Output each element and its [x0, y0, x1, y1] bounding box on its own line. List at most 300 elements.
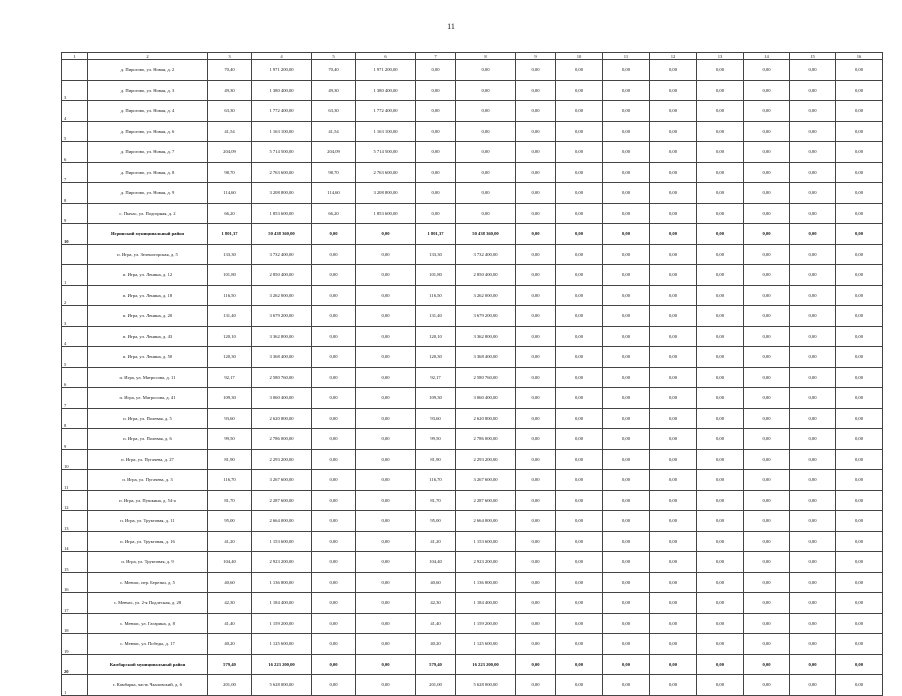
value-cell-col-3: 120,10 [208, 326, 252, 347]
row-number: 11 [62, 470, 88, 491]
value-cell-col-16: 0,00 [836, 511, 883, 532]
value-cell-col-9: 0,00 [516, 531, 556, 552]
value-cell-col-6: 1 971 200,00 [356, 60, 416, 81]
address-cell: с. Пычас, ул. Подгорная, д. 2 [88, 203, 208, 224]
value-cell-col-15: 0,00 [790, 634, 836, 655]
address-cell: п. Игра, ул. Полевая, д. 5 [88, 408, 208, 429]
value-cell-col-10: 0,00 [556, 613, 603, 634]
value-cell-col-7: 120,30 [416, 347, 456, 368]
row-number: 19 [62, 634, 88, 655]
value-cell-col-4: 3 208 800,00 [252, 183, 312, 204]
table-row [62, 285, 883, 306]
column-header-10: 10 [556, 53, 603, 60]
value-cell-col-13: 0,00 [697, 60, 744, 81]
value-cell-col-8: 3 732 400,00 [456, 244, 516, 265]
value-cell-col-14: 0,00 [744, 408, 790, 429]
value-cell-col-14: 0,00 [744, 121, 790, 142]
value-cell-col-5: 0,00 [312, 572, 356, 593]
value-cell-col-12: 0,00 [650, 388, 697, 409]
value-cell-col-8: 3 262 000,00 [456, 285, 516, 306]
value-cell-col-15: 0,00 [790, 490, 836, 511]
value-cell-col-7: 99,50 [416, 429, 456, 450]
value-cell-col-16: 0,00 [836, 80, 883, 101]
row-number: 9 [62, 203, 88, 224]
value-cell-col-4: 2 580 760,00 [252, 367, 312, 388]
value-cell-col-7: 95,00 [416, 511, 456, 532]
value-cell-col-3: 66,20 [208, 203, 252, 224]
value-cell-col-15: 0,00 [790, 224, 836, 245]
value-cell-col-10: 0,00 [556, 593, 603, 614]
value-cell-col-12: 0,00 [650, 162, 697, 183]
value-cell-col-4: 1 772 400,00 [252, 101, 312, 122]
value-cell-col-6: 0,00 [356, 490, 416, 511]
value-cell-col-7: 81,70 [416, 490, 456, 511]
value-cell-col-6: 1 380 400,00 [356, 80, 416, 101]
value-cell-col-14: 0,00 [744, 162, 790, 183]
value-cell-col-15: 0,00 [790, 142, 836, 163]
value-cell-col-10: 0,00 [556, 244, 603, 265]
value-cell-col-3: 42,30 [208, 593, 252, 614]
value-cell-col-9: 0,00 [516, 306, 556, 327]
address-cell: п. Игра, ул. Матросова, д. 11 [88, 367, 208, 388]
value-cell-col-6: 0,00 [356, 613, 416, 634]
table-row [62, 142, 883, 163]
value-cell-col-3: 579,40 [208, 654, 252, 675]
table-row [62, 265, 883, 286]
page-number: 11 [447, 22, 455, 31]
value-cell-col-11: 0,00 [603, 593, 650, 614]
value-cell-col-3: 109,30 [208, 388, 252, 409]
value-cell-col-4: 2 287 600,00 [252, 490, 312, 511]
value-cell-col-10: 0,00 [556, 490, 603, 511]
value-cell-col-7: 131,40 [416, 306, 456, 327]
value-cell-col-11: 0,00 [603, 285, 650, 306]
value-cell-col-13: 0,00 [697, 654, 744, 675]
value-cell-col-4: 1 136 800,00 [252, 572, 312, 593]
row-number: 1 [62, 675, 88, 696]
value-cell-col-6: 5 714 500,00 [356, 142, 416, 163]
value-cell-col-4: 3 679 200,00 [252, 306, 312, 327]
value-cell-col-9: 0,00 [516, 244, 556, 265]
value-cell-col-10: 0,00 [556, 162, 603, 183]
value-cell-col-7: 101,80 [416, 265, 456, 286]
value-cell-col-7: 0,00 [416, 162, 456, 183]
value-cell-col-8: 0,00 [456, 80, 516, 101]
value-cell-col-16: 0,00 [836, 326, 883, 347]
value-cell-col-16: 0,00 [836, 244, 883, 265]
value-cell-col-11: 0,00 [603, 367, 650, 388]
value-cell-col-15: 0,00 [790, 429, 836, 450]
value-cell-col-13: 0,00 [697, 572, 744, 593]
row-number: 3 [62, 80, 88, 101]
value-cell-col-15: 0,00 [790, 388, 836, 409]
district-name: Игринский муниципальный район [88, 224, 208, 245]
value-cell-col-8: 2 850 400,00 [456, 265, 516, 286]
value-cell-col-11: 0,00 [603, 470, 650, 491]
value-cell-col-13: 0,00 [697, 203, 744, 224]
value-cell-col-16: 0,00 [836, 306, 883, 327]
value-cell-col-11: 0,00 [603, 326, 650, 347]
value-cell-col-4: 1 153 600,00 [252, 531, 312, 552]
value-cell-col-5: 0,00 [312, 470, 356, 491]
value-cell-col-12: 0,00 [650, 203, 697, 224]
value-cell-col-10: 0,00 [556, 142, 603, 163]
value-cell-col-5: 0,00 [312, 285, 356, 306]
value-cell-col-16: 0,00 [836, 224, 883, 245]
value-cell-col-3: 70,40 [208, 60, 252, 81]
row-number: 10 [62, 449, 88, 470]
value-cell-col-14: 0,00 [744, 388, 790, 409]
address-cell: д. Пирогово, ул. Новая, д. 4 [88, 101, 208, 122]
table-row [62, 511, 883, 532]
value-cell-col-7: 40,20 [416, 634, 456, 655]
value-cell-col-5: 0,00 [312, 613, 356, 634]
value-cell-col-4: 1 853 600,00 [252, 203, 312, 224]
value-cell-col-6: 0,00 [356, 572, 416, 593]
address-cell: п. Игра, ул. Пушкина, д. 54-а [88, 490, 208, 511]
value-cell-col-16: 0,00 [836, 60, 883, 81]
value-cell-col-13: 0,00 [697, 388, 744, 409]
column-header-16: 16 [836, 53, 883, 60]
value-cell-col-16: 0,00 [836, 101, 883, 122]
value-cell-col-9: 0,00 [516, 490, 556, 511]
value-cell-col-3: 49,30 [208, 80, 252, 101]
column-header-12: 12 [650, 53, 697, 60]
value-cell-col-10: 0,00 [556, 511, 603, 532]
value-cell-col-12: 0,00 [650, 408, 697, 429]
value-cell-col-5: 63,30 [312, 101, 356, 122]
value-cell-col-14: 0,00 [744, 183, 790, 204]
address-cell: с. Мевчас, пер. Березки, д. 5 [88, 572, 208, 593]
value-cell-col-14: 0,00 [744, 60, 790, 81]
value-cell-col-11: 0,00 [603, 142, 650, 163]
value-cell-col-15: 0,00 [790, 675, 836, 696]
value-cell-col-12: 0,00 [650, 183, 697, 204]
value-cell-col-9: 0,00 [516, 326, 556, 347]
value-cell-col-15: 0,00 [790, 183, 836, 204]
value-cell-col-10: 0,00 [556, 408, 603, 429]
value-cell-col-6: 0,00 [356, 654, 416, 675]
column-header-15: 15 [790, 53, 836, 60]
value-cell-col-15: 0,00 [790, 572, 836, 593]
value-cell-col-13: 0,00 [697, 511, 744, 532]
column-header-6: 6 [356, 53, 416, 60]
value-cell-col-16: 0,00 [836, 121, 883, 142]
value-cell-col-14: 0,00 [744, 531, 790, 552]
value-cell-col-9: 0,00 [516, 80, 556, 101]
value-cell-col-6: 0,00 [356, 285, 416, 306]
value-cell-col-10: 0,00 [556, 326, 603, 347]
value-cell-col-9: 0,00 [516, 285, 556, 306]
value-cell-col-14: 0,00 [744, 285, 790, 306]
value-cell-col-15: 0,00 [790, 654, 836, 675]
address-cell: д. Пирогово, ул. Новая, д. 8 [88, 162, 208, 183]
value-cell-col-6: 0,00 [356, 408, 416, 429]
value-cell-col-4: 2 763 600,00 [252, 162, 312, 183]
value-cell-col-5: 0,00 [312, 367, 356, 388]
value-cell-col-6: 0,00 [356, 531, 416, 552]
value-cell-col-15: 0,00 [790, 306, 836, 327]
value-cell-col-11: 0,00 [603, 203, 650, 224]
value-cell-col-5: 0,00 [312, 244, 356, 265]
row-number: 8 [62, 183, 88, 204]
value-cell-col-12: 0,00 [650, 265, 697, 286]
value-cell-col-9: 0,00 [516, 347, 556, 368]
value-cell-col-14: 0,00 [744, 142, 790, 163]
value-cell-col-15: 0,00 [790, 101, 836, 122]
column-header-13: 13 [697, 53, 744, 60]
row-number: 7 [62, 162, 88, 183]
value-cell-col-16: 0,00 [836, 265, 883, 286]
value-cell-col-11: 0,00 [603, 572, 650, 593]
value-cell-col-4: 50 438 360,00 [252, 224, 312, 245]
table-row [62, 552, 883, 573]
value-cell-col-3: 41,20 [208, 531, 252, 552]
value-cell-col-6: 0,00 [356, 388, 416, 409]
row-number: 12 [62, 490, 88, 511]
value-cell-col-4: 3 732 400,00 [252, 244, 312, 265]
value-cell-col-15: 0,00 [790, 80, 836, 101]
value-cell-col-9: 0,00 [516, 634, 556, 655]
value-cell-col-13: 0,00 [697, 326, 744, 347]
value-cell-col-7: 93,60 [416, 408, 456, 429]
value-cell-col-5: 0,00 [312, 388, 356, 409]
value-cell-col-14: 0,00 [744, 593, 790, 614]
value-cell-col-11: 0,00 [603, 675, 650, 696]
table-row [62, 326, 883, 347]
value-cell-col-9: 0,00 [516, 183, 556, 204]
value-cell-col-12: 0,00 [650, 224, 697, 245]
column-header-8: 8 [456, 53, 516, 60]
value-cell-col-13: 0,00 [697, 634, 744, 655]
value-cell-col-10: 0,00 [556, 183, 603, 204]
value-cell-col-10: 0,00 [556, 429, 603, 450]
value-cell-col-4: 3 368 400,00 [252, 347, 312, 368]
value-cell-col-12: 0,00 [650, 142, 697, 163]
value-cell-col-7: 0,00 [416, 183, 456, 204]
value-cell-col-12: 0,00 [650, 552, 697, 573]
value-cell-col-12: 0,00 [650, 80, 697, 101]
value-cell-col-8: 3 267 600,00 [456, 470, 516, 491]
value-cell-col-14: 0,00 [744, 80, 790, 101]
value-cell-col-10: 0,00 [556, 101, 603, 122]
column-header-2: 2 [88, 53, 208, 60]
address-cell: д. Пирогово, ул. Новая, д. 2 [88, 60, 208, 81]
value-cell-col-10: 0,00 [556, 552, 603, 573]
value-cell-col-10: 0,00 [556, 470, 603, 491]
table-row [62, 531, 883, 552]
value-cell-col-7: 41,20 [416, 531, 456, 552]
value-cell-col-7: 42,30 [416, 593, 456, 614]
value-cell-col-15: 0,00 [790, 593, 836, 614]
row-number: 15 [62, 552, 88, 573]
value-cell-col-8: 5 628 000,00 [456, 675, 516, 696]
address-cell: п. Игра, ул. Труктовая, д. 11 [88, 511, 208, 532]
header-row [62, 53, 883, 60]
value-cell-col-5: 0,00 [312, 408, 356, 429]
table-row [62, 429, 883, 450]
value-cell-col-5: 0,00 [312, 531, 356, 552]
value-cell-col-10: 0,00 [556, 388, 603, 409]
address-cell: с. Мевчас, ул. 2-я Подлесная, д. 28 [88, 593, 208, 614]
value-cell-col-7: 40,60 [416, 572, 456, 593]
row-number: 20 [62, 654, 88, 675]
table-row [62, 572, 883, 593]
value-cell-col-16: 0,00 [836, 593, 883, 614]
value-cell-col-15: 0,00 [790, 552, 836, 573]
value-cell-col-13: 0,00 [697, 347, 744, 368]
value-cell-col-11: 0,00 [603, 101, 650, 122]
value-cell-col-8: 2 786 000,00 [456, 429, 516, 450]
value-cell-col-4: 1 971 200,00 [252, 60, 312, 81]
value-cell-col-16: 0,00 [836, 654, 883, 675]
value-cell-col-8: 0,00 [456, 203, 516, 224]
housing-program-table-sheet [61, 52, 864, 695]
value-cell-col-6: 3 208 800,00 [356, 183, 416, 204]
address-cell: п. Игра, ул. Ленина, д. 18 [88, 285, 208, 306]
value-cell-col-15: 0,00 [790, 244, 836, 265]
value-cell-col-6: 0,00 [356, 552, 416, 573]
value-cell-col-4: 3 267 600,00 [252, 470, 312, 491]
value-cell-col-12: 0,00 [650, 654, 697, 675]
table-row [62, 60, 883, 81]
value-cell-col-16: 0,00 [836, 367, 883, 388]
value-cell-col-4: 16 223 200,00 [252, 654, 312, 675]
value-cell-col-14: 0,00 [744, 265, 790, 286]
value-cell-col-5: 0,00 [312, 593, 356, 614]
table-body [62, 60, 883, 696]
value-cell-col-16: 0,00 [836, 183, 883, 204]
district-total-row [62, 224, 883, 245]
value-cell-col-16: 0,00 [836, 142, 883, 163]
value-cell-col-16: 0,00 [836, 470, 883, 491]
value-cell-col-14: 0,00 [744, 511, 790, 532]
value-cell-col-7: 109,30 [416, 388, 456, 409]
value-cell-col-12: 0,00 [650, 470, 697, 491]
table-row [62, 244, 883, 265]
value-cell-col-6: 0,00 [356, 326, 416, 347]
value-cell-col-7: 116,70 [416, 470, 456, 491]
row-number: 4 [62, 326, 88, 347]
value-cell-col-3: 201,00 [208, 675, 252, 696]
value-cell-col-6: 0,00 [356, 449, 416, 470]
value-cell-col-12: 0,00 [650, 675, 697, 696]
table-row [62, 490, 883, 511]
value-cell-col-15: 0,00 [790, 531, 836, 552]
value-cell-col-14: 0,00 [744, 572, 790, 593]
address-cell: п. Игра, ул. Матросова, д. 41 [88, 388, 208, 409]
value-cell-col-11: 0,00 [603, 449, 650, 470]
value-cell-col-15: 0,00 [790, 285, 836, 306]
value-cell-col-10: 0,00 [556, 634, 603, 655]
value-cell-col-8: 1 153 600,00 [456, 531, 516, 552]
value-cell-col-11: 0,00 [603, 552, 650, 573]
value-cell-col-14: 0,00 [744, 470, 790, 491]
value-cell-col-8: 0,00 [456, 183, 516, 204]
table-row [62, 183, 883, 204]
value-cell-col-15: 0,00 [790, 162, 836, 183]
column-number-header [62, 53, 883, 60]
value-cell-col-3: 81,70 [208, 490, 252, 511]
value-cell-col-11: 0,00 [603, 121, 650, 142]
table-row [62, 162, 883, 183]
value-cell-col-14: 0,00 [744, 675, 790, 696]
table-row [62, 613, 883, 634]
value-cell-col-9: 0,00 [516, 593, 556, 614]
value-cell-col-5: 49,30 [312, 80, 356, 101]
column-header-9: 9 [516, 53, 556, 60]
table-row [62, 449, 883, 470]
address-cell: п. Игра, ул. Ленина, д. 43 [88, 326, 208, 347]
value-cell-col-11: 0,00 [603, 80, 650, 101]
value-cell-col-14: 0,00 [744, 224, 790, 245]
value-cell-col-13: 0,00 [697, 675, 744, 696]
value-cell-col-10: 0,00 [556, 265, 603, 286]
value-cell-col-4: 2 620 800,00 [252, 408, 312, 429]
table-row [62, 634, 883, 655]
value-cell-col-3: 120,30 [208, 347, 252, 368]
value-cell-col-9: 0,00 [516, 265, 556, 286]
value-cell-col-16: 0,00 [836, 285, 883, 306]
value-cell-col-13: 0,00 [697, 531, 744, 552]
value-cell-col-16: 0,00 [836, 552, 883, 573]
row-number: 13 [62, 511, 88, 532]
table-row [62, 203, 883, 224]
value-cell-col-8: 0,00 [456, 101, 516, 122]
value-cell-col-11: 0,00 [603, 183, 650, 204]
value-cell-col-12: 0,00 [650, 634, 697, 655]
value-cell-col-9: 0,00 [516, 654, 556, 675]
value-cell-col-12: 0,00 [650, 429, 697, 450]
value-cell-col-11: 0,00 [603, 613, 650, 634]
value-cell-col-5: 0,00 [312, 449, 356, 470]
value-cell-col-15: 0,00 [790, 265, 836, 286]
value-cell-col-13: 0,00 [697, 80, 744, 101]
value-cell-col-5: 0,00 [312, 654, 356, 675]
value-cell-col-16: 0,00 [836, 675, 883, 696]
value-cell-col-15: 0,00 [790, 511, 836, 532]
value-cell-col-8: 1 136 800,00 [456, 572, 516, 593]
value-cell-col-10: 0,00 [556, 285, 603, 306]
housing-program-table [61, 52, 883, 696]
value-cell-col-16: 0,00 [836, 408, 883, 429]
row-number: 14 [62, 531, 88, 552]
value-cell-col-7: 120,10 [416, 326, 456, 347]
column-header-7: 7 [416, 53, 456, 60]
value-cell-col-4: 5 628 000,00 [252, 675, 312, 696]
value-cell-col-9: 0,00 [516, 388, 556, 409]
value-cell-col-12: 0,00 [650, 306, 697, 327]
value-cell-col-11: 0,00 [603, 429, 650, 450]
value-cell-col-4: 1 163 100,00 [252, 121, 312, 142]
value-cell-col-6: 1 163 100,00 [356, 121, 416, 142]
value-cell-col-9: 0,00 [516, 101, 556, 122]
value-cell-col-9: 0,00 [516, 60, 556, 81]
value-cell-col-5: 0,00 [312, 306, 356, 327]
row-number: 6 [62, 367, 88, 388]
value-cell-col-9: 0,00 [516, 121, 556, 142]
value-cell-col-7: 92,17 [416, 367, 456, 388]
value-cell-col-4: 1 159 200,00 [252, 613, 312, 634]
value-cell-col-3: 40,60 [208, 572, 252, 593]
value-cell-col-3: 40,20 [208, 634, 252, 655]
row-number: 9 [62, 429, 88, 450]
value-cell-col-3: 63,30 [208, 101, 252, 122]
value-cell-col-7: 104,40 [416, 552, 456, 573]
value-cell-col-4: 5 714 500,00 [252, 142, 312, 163]
value-cell-col-9: 0,00 [516, 470, 556, 491]
value-cell-col-7: 116,50 [416, 285, 456, 306]
